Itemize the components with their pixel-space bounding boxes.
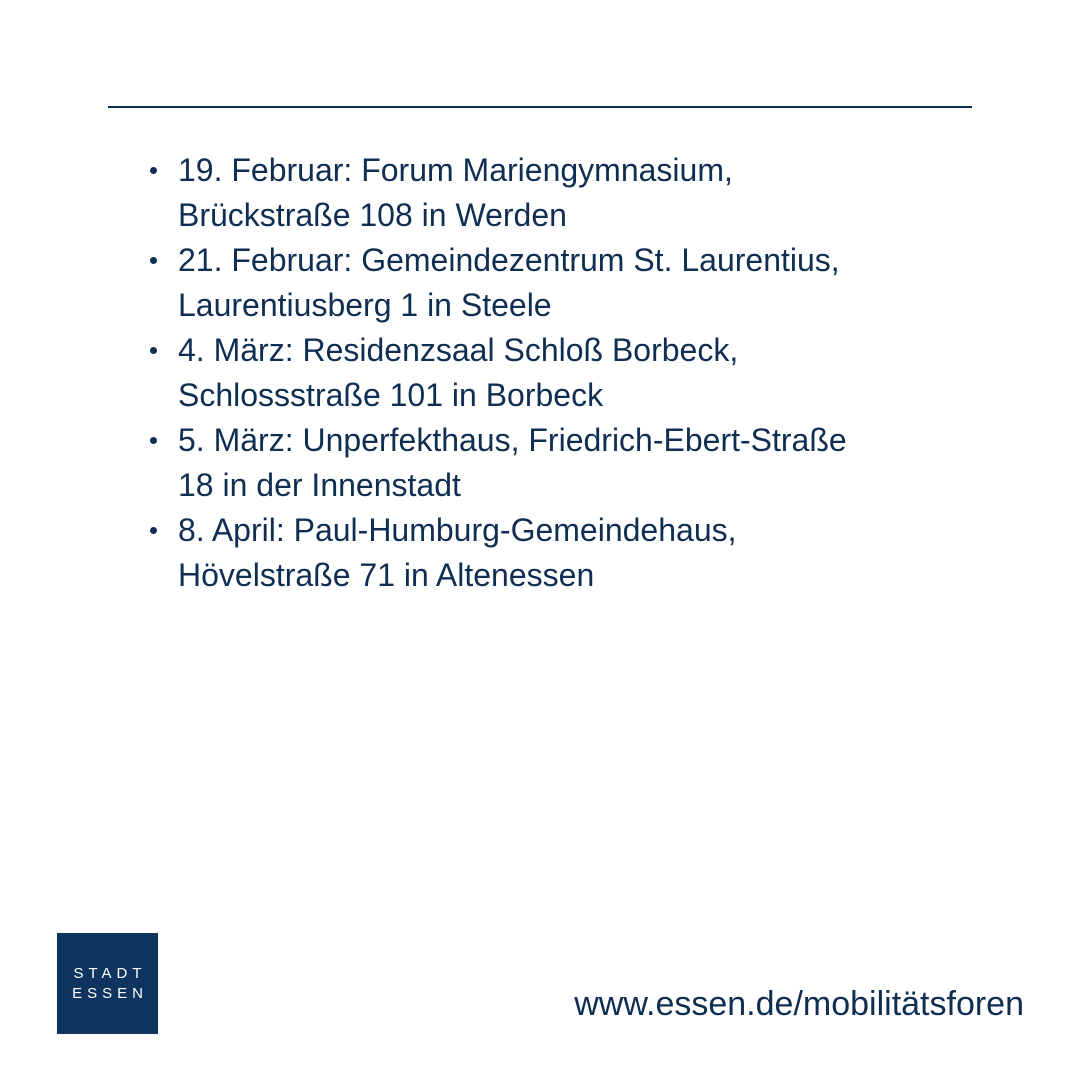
- event-list: [150, 148, 1010, 598]
- event-date-venue: 4. März: Residenzsaal Schloß Borbeck,: [178, 332, 739, 368]
- bullet-icon: [150, 527, 157, 534]
- stadt-essen-logo: [57, 933, 158, 1034]
- event-address: Laurentiusberg 1 in Steele: [178, 287, 552, 323]
- bullet-icon: [150, 437, 157, 444]
- top-divider: [108, 106, 972, 108]
- event-address: 18 in der Innenstadt: [178, 467, 461, 503]
- list-item: [150, 148, 1010, 238]
- bullet-icon: [150, 257, 157, 264]
- event-address: Brückstraße 108 in Werden: [178, 197, 567, 233]
- event-address: Hövelstraße 71 in Altenessen: [178, 557, 595, 593]
- event-address: Schlossstraße 101 in Borbeck: [178, 377, 604, 413]
- event-date-venue: 19. Februar: Forum Mariengymnasium,: [178, 152, 733, 188]
- bullet-icon: [150, 167, 157, 174]
- list-item: [150, 238, 1010, 328]
- bullet-icon: [150, 347, 157, 354]
- event-date-venue: 8. April: Paul-Humburg-Gemeindehaus,: [178, 512, 737, 548]
- logo-line-stadt: STADT: [73, 964, 147, 982]
- list-item: [150, 418, 1010, 508]
- list-item: [150, 508, 1010, 598]
- website-url: www.essen.de/mobilitätsforen: [574, 985, 1024, 1023]
- event-date-venue: 5. März: Unperfekthaus, Friedrich-Ebert-Straße: [178, 422, 847, 458]
- logo-line-essen: ESSEN: [72, 984, 148, 1002]
- list-item: [150, 328, 1010, 418]
- event-date-venue: 21. Februar: Gemeindezentrum St. Laurentius,: [178, 242, 840, 278]
